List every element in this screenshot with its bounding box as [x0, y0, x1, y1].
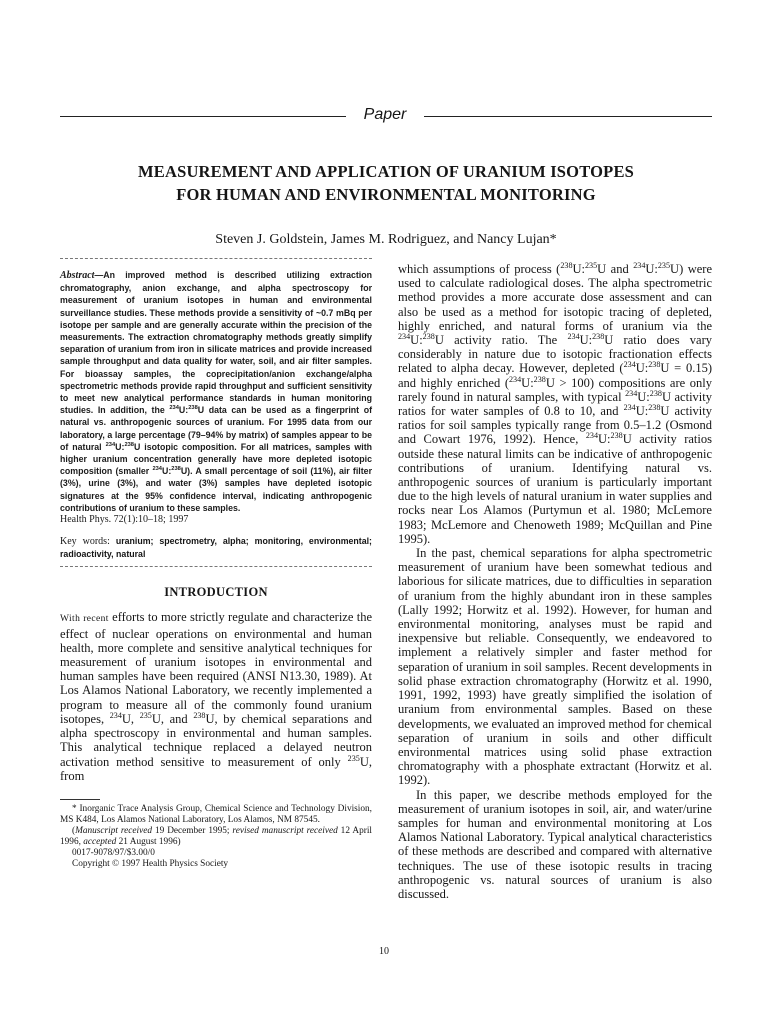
right-paragraph-3: In this paper, we describe methods employed for the measurement of uranium isotopes in soil, air, and water/urine samples for human and environmental monitoring at Los Alamos National Laboratory. Typical analytical characteristics of these methods are described and compared with alternative techniques. The use of these isotopic results in tracing anthropogenic vs. natural sources of uranium is also discussed.: [398, 787, 712, 901]
keywords-label: Key words:: [60, 536, 116, 548]
paper-title: [60, 160, 712, 206]
abstract-top-rule: [60, 258, 372, 259]
right-paragraph-1: which assumptions of process ($^{238}$U:$^{235}$U and $^{234}$U:$^{235}$U) were used to calculate radiological doses. The alpha spectrometric method provides a more accurate dose assessment and can also be used as a method for isotopic tracing of depleted, highly enriched, and natural forms of uranium via the $^{234}$U:$^{238}$U activity ratio. The $^{234}$U:$^{238}$U ratio does vary considerably in nature due to isotopic fractionation effects related to alpha decay. However, depleted ($^{234}$U:$^{238}$U = 0.15) and highly enriched ($^{234}$U:$^{238}$U > 100) compositions are only rarely found in natural samples, with typical $^{234}$U:$^{238}$U activity ratios for water samples of 0.8 to 10, and $^{234}$U:$^{238}$U activity ratios for soil samples typically range from 0.5–1.2 (Osmond and Cowart 1976, 1992). Hence, $^{234}$U:$^{238}$U activity ratios outside these natural limits can be indicative of anthropogenic contributions of uranium. Identifying natural vs. anthropogenic sources of uranium is particularly important due to the high levels of natural uranium in water supplies and rocks near Los Alamos (Purtymun et al. 1980; McLemore 1983; McLemore and Chenoweth 1989; McQuillan and Pine 1995).: [398, 260, 713, 546]
journal-citation: Health Phys. 72(1):10–18; 1997: [60, 514, 189, 526]
footnote-copyright: Copyright © 1997 Health Physics Society: [72, 858, 229, 869]
left-column: [60, 258, 372, 870]
header-rule-left: [60, 116, 350, 117]
header-rule-right: [420, 116, 712, 117]
abstract: Abstract—An improved method is described utilizing extraction chromatography, anion exchange, and alpha spectroscopy for measurement of uranium isotopes in human and environmental surveillance studies. These methods provide a sensitivity of ~0.7 mBq per isotope per sample and are generally accurate within the precision of the measurements. The extraction chromatography methods greatly simplify separation of uranium from iron in silicate matrices and provide increased sample throughput and data quality for water, soil, and air filter samples. For bioassay samples, the coprecipitation/anion exchange/alpha spectrometric methods provide rapid throughput and sufficient sensitivity to meet new analytical performance standards in human monitoring studies. In addition, the $^{234}$U:$^{238}$U data can be used as a fingerprint of natural vs. anthropogenic sources of uranium. For 1995 data from our laboratory, a large percentage (79–94% by matrix) of samples appear to be of natural $^{234}$U:$^{238}$U isotopic composition. For all matrices, samples with higher uranium concentration generally have more depleted isotopic composition (smaller $^{234}$U:$^{238}$U). A small percentage of soil (11%), air filter (3%), urine (3%), and water (3%) samples have depleted isotopic signatures at the 95% confidence interval, indicating anthropogenic contributions of uranium to these samples. Health Phys. 72(1):10–18; 1997: [60, 270, 372, 526]
footnote-affiliation: * Inorganic Trace Analysis Group, Chemical Science and Technology Division, MS K484, Los Alamos National Laboratory, Los Alamos, NM 87545.: [60, 803, 372, 825]
keywords-text: uranium; spectrometry, alpha; monitoring, environmental; radioactivity, natural: [60, 536, 372, 560]
page-number: 10: [379, 946, 389, 957]
section-label: Paper: [346, 106, 424, 124]
abstract-lead: Abstract: [60, 270, 95, 281]
abstract-bottom-rule: [60, 566, 372, 567]
section-heading-introduction: INTRODUCTION: [164, 585, 268, 600]
footnote-issn: 0017-9078/97/$3.00/0: [72, 847, 155, 858]
right-column: [398, 262, 712, 901]
section-header: [60, 104, 712, 128]
footnote-manuscript-dates: (Manuscript received 19 December 1995; revised manuscript received 12 April 1996, accepted 21 August 1996): [60, 825, 373, 847]
keywords: [60, 535, 372, 560]
intro-paragraph: With recent efforts to more strictly regulate and characterize the effect of nuclear operations on environmental and human health, more complete and sensitive analytical techniques for measurement of uranium isotopes in environmental and human samples have been required (ANSI N13.30, 1989). At Los Alamos National Laboratory, we recently implemented a program to measure all of the commonly found uranium isotopes, $^{234}$U, $^{235}$U, and $^{238}$U, by chemical separations and alpha spectroscopy in environmental and human samples. This analytical technique replaced a delayed neutron activation method sensitive to measurement of only $^{235}$U, from: [60, 610, 373, 783]
title-line-1: MEASUREMENT AND APPLICATION OF URANIUM ISOTOPES: [137, 162, 635, 181]
title-line-2: FOR HUMAN AND ENVIRONMENTAL MONITORING: [176, 185, 596, 204]
footnote-rule: [60, 799, 100, 800]
author-list: Steven J. Goldstein, James M. Rodriguez, and Nancy Lujan*: [215, 232, 557, 247]
right-paragraph-2: In the past, chemical separations for alpha spectrometric measurement of uranium have been somewhat tedious and laborious for silicate matrices, due to difficulties in separation of uranium from the highly abundant iron in these samples (Lally 1992; Horwitz et al. 1992). However, for human and environmental monitoring, analyses must be rapid and inexpensive but reliable. Consequently, we endeavored to implement a relatively simpler and faster method for separation of uranium in soil samples. Recent developments in solid phase extraction chromatography (Horwitz et al. 1990, 1991, 1992, 1993) have greatly simplified the isolation of uranium from environmental samples. Based on these developments, we evaluated an improved method for chemical separation of uranium in soils and other difficult environmental matrices using solid phase extraction chromatography with a phosphate extractant (Horwitz et al. 1992).: [398, 546, 712, 788]
